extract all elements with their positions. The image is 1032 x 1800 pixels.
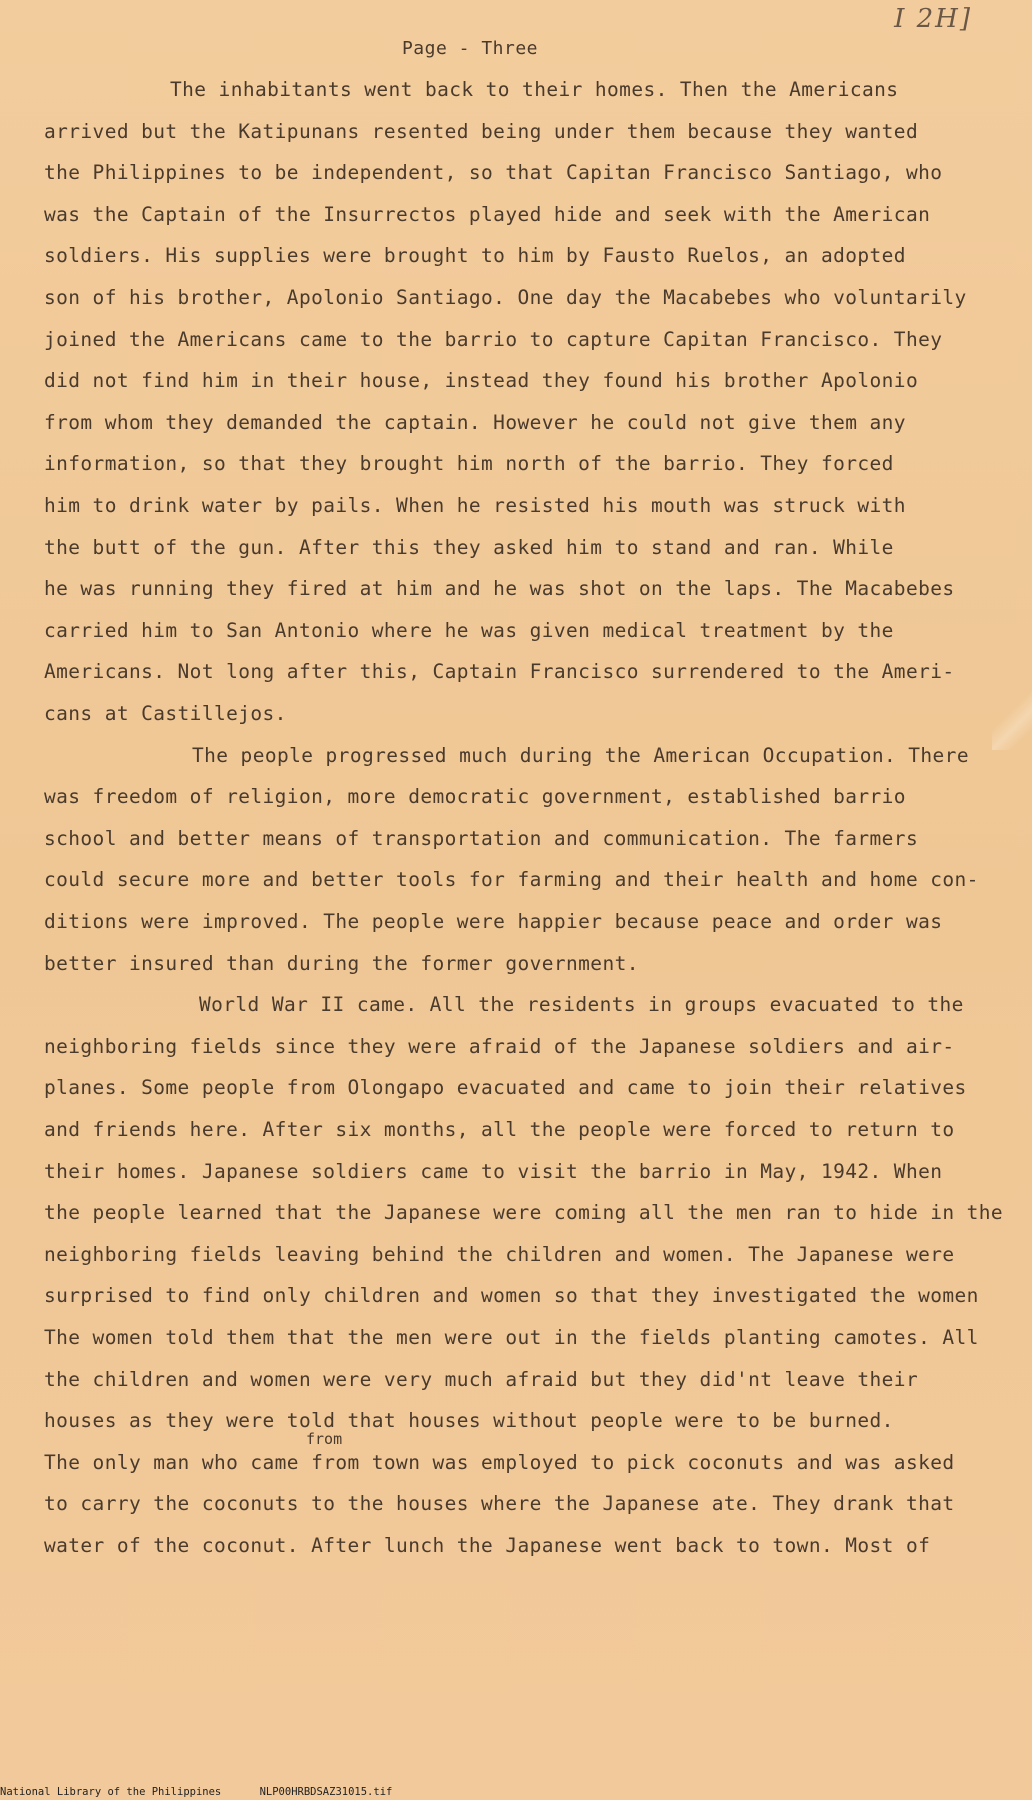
text-line: neighboring fields leaving behind the children and women. The Japanese were xyxy=(44,1243,955,1266)
text-line: The only man who came from town was employed to pick coconuts and was asked xyxy=(44,1451,955,1474)
footer-library: National Library of the Philippines xyxy=(0,1786,222,1798)
text-line: son of his brother, Apolonio Santiago. One day the Macabebes who voluntarily xyxy=(44,286,967,309)
footer-file-id: NLP00HRBDSAZ31015.tif xyxy=(259,1786,393,1798)
text-line: The inhabitants went back to their homes. Then the Americans xyxy=(170,78,899,101)
text-line: surprised to find only children and women so that they investigated the women xyxy=(44,1284,979,1307)
text-line: was freedom of religion, more democratic government, established barrio xyxy=(44,785,906,808)
text-line: to carry the coconuts to the houses where the Japanese ate. They drank that xyxy=(44,1492,955,1515)
text-line: the Philippines to be independent, so that Capitan Francisco Santiago, who xyxy=(44,161,943,184)
text-line: neighboring fields since they were afraid of the Japanese soldiers and air- xyxy=(44,1035,955,1058)
text-line: The people progressed much during the American Occupation. There xyxy=(192,744,969,767)
text-line: better insured than during the former government. xyxy=(44,952,639,975)
text-line: arrived but the Katipunans resented being under them because they wanted xyxy=(44,120,919,143)
page-edge-fold xyxy=(992,690,1032,750)
handwritten-insertion: from xyxy=(306,1430,343,1448)
text-line: information, so that they brought him north of the barrio. They forced xyxy=(44,452,894,475)
text-line: Americans. Not long after this, Captain Francisco surrendered to the Ameri- xyxy=(44,660,955,683)
text-line: soldiers. His supplies were brought to him by Fausto Ruelos, an adopted xyxy=(44,244,906,267)
handwritten-page-mark: I 2H] xyxy=(894,4,972,34)
text-line: the people learned that the Japanese were coming all the men ran to hide in the xyxy=(44,1201,1004,1224)
text-line: World War II came. All the residents in groups evacuated to the xyxy=(199,993,964,1016)
text-line: could secure more and better tools for farming and their health and home con- xyxy=(44,868,979,891)
page-heading: Page - Three xyxy=(401,38,539,59)
text-line: from whom they demanded the captain. However he could not give them any xyxy=(44,411,906,434)
text-line: him to drink water by pails. When he resisted his mouth was struck with xyxy=(44,494,906,517)
text-line: The women told them that the men were out in the fields planting camotes. All xyxy=(44,1326,979,1349)
text-line: ditions were improved. The people were happier because peace and order was xyxy=(44,910,943,933)
text-line: school and better means of transportation and communication. The farmers xyxy=(44,827,919,850)
text-line: their homes. Japanese soldiers came to visit the barrio in May, 1942. When xyxy=(44,1160,943,1183)
text-line: planes. Some people from Olongapo evacuated and came to join their relatives xyxy=(44,1076,967,1099)
text-line: and friends here. After six months, all the people were forced to return to xyxy=(44,1118,955,1141)
text-line: water of the coconut. After lunch the Japanese went back to town. Most of xyxy=(44,1534,931,1557)
text-line: did not find him in their house, instead they found his brother Apolonio xyxy=(44,369,919,392)
text-line: joined the Americans came to the barrio to capture Capitan Francisco. They xyxy=(44,328,943,351)
text-line: he was running they fired at him and he was shot on the laps. The Macabebes xyxy=(44,577,955,600)
text-line: houses as they were told that houses without people were to be burned. xyxy=(44,1409,894,1432)
text-line: was the Captain of the Insurrectos played hide and seek with the American xyxy=(44,203,931,226)
text-line: the children and women were very much afraid but they did'nt leave their xyxy=(44,1368,919,1391)
text-line: carried him to San Antonio where he was given medical treatment by the xyxy=(44,619,894,642)
text-line: the butt of the gun. After this they asked him to stand and ran. While xyxy=(44,536,894,559)
scan-footer xyxy=(0,1786,424,1798)
text-line: cans at Castillejos. xyxy=(44,702,287,725)
